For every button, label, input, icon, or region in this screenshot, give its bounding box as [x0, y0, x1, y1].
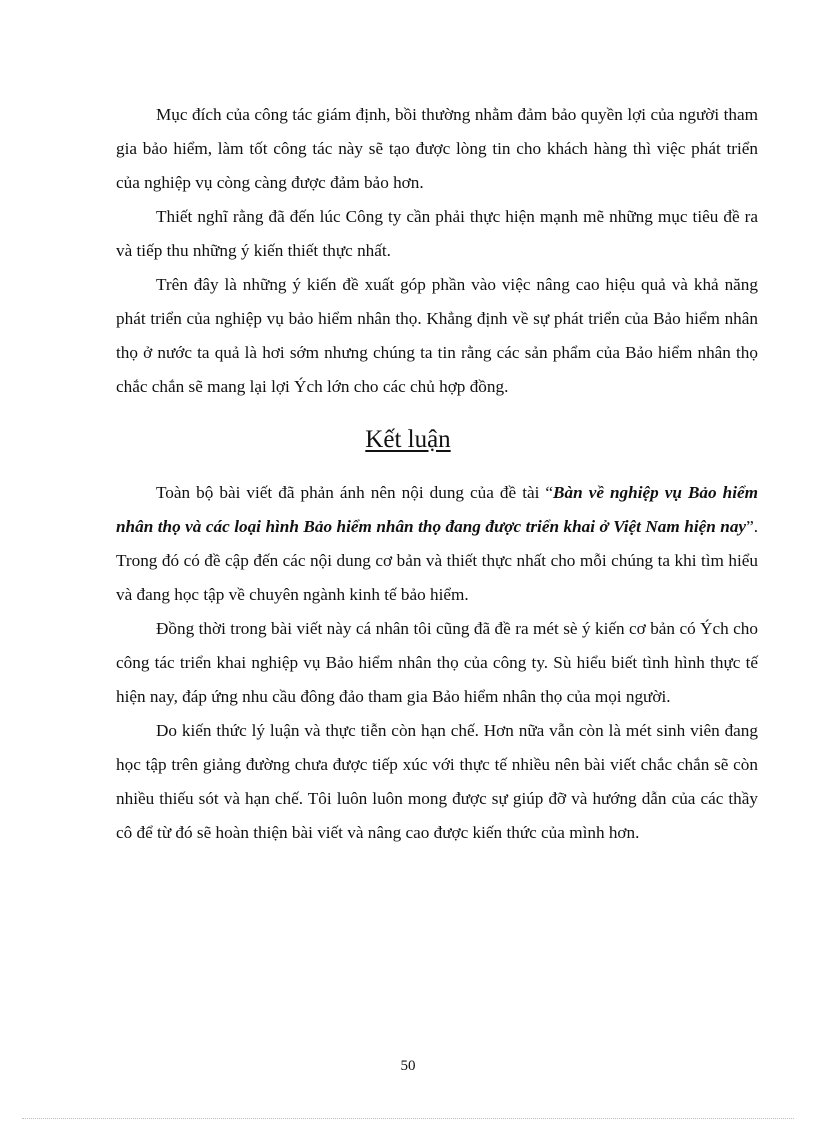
intro-text-after: ”. Trong đó có đề cập đến các nội dung cơ bản và thiết thực nhất cho mỗi chúng ta khi tìm hiểu và đang học tập về chuyên ngành kinh tế bảo hiểm.: [116, 517, 758, 604]
intro-text-before: Toàn bộ bài viết đã phản ánh nên nội dung của đề tài “: [156, 483, 554, 502]
paragraph-proposals-summary: Trên đây là những ý kiến đề xuất góp phần vào việc nâng cao hiệu quả và khả năng phát triển của nghiệp vụ bảo hiểm nhân thọ. Khẳng định về sự phát triển của Bảo hiểm nhân thọ ở nước ta quả là hơi sớm nhưng chúng ta tin rằng các sản phẩm của Bảo hiểm nhân thọ chắc chắn sẽ mang lại lợi Ých lớn cho các chủ hợp đồng.: [116, 275, 758, 396]
body-section-recommendations: [116, 98, 758, 404]
page-number: 50: [400, 1058, 416, 1074]
paragraph-limitations: Do kiến thức lý luận và thực tiễn còn hạn chế. Hơn nữa vẫn còn là mét sinh viên đang học tập trên giảng đường chưa được tiếp xúc với thực tế nhiều nên bài viết chắc chắn sẽ còn nhiều thiếu sót và hạn chế. Tôi luôn luôn mong được sự giúp đỡ và hướng dẫn của các thầy cô để từ đó sẽ hoàn thiện bài viết và nâng cao được kiến thức của mình hơn.: [116, 721, 758, 842]
paragraph-company-action: Thiết nghĩ rằng đã đến lúc Công ty cần phải thực hiện mạnh mẽ những mục tiêu đề ra và tiếp thu những ý kiến thiết thực nhất.: [116, 207, 758, 260]
paragraph-claims-assessment: Mục đích của công tác giám định, bồi thường nhằm đảm bảo quyền lợi của người tham gia bảo hiểm, làm tốt công tác này sẽ tạo được lòng tin cho khách hàng thì việc phát triển của nghiệp vụ còng càng được đảm bảo hơn.: [116, 105, 758, 192]
body-section-conclusion: [116, 476, 758, 850]
paragraph-personal-contribution: Đồng thời trong bài viết này cá nhân tôi cũng đã đề ra mét sè ý kiến cơ bản có Ých cho công tác triển khai nghiệp vụ Bảo hiểm nhân thọ của công ty. Sù hiểu biết tình hình thực tế hiện nay, đáp ứng nhu cầu đông đảo tham gia Bảo hiểm nhân thọ của mọi người.: [116, 619, 758, 706]
conclusion-heading: Kết luận: [365, 426, 451, 453]
thesis-title-emphasis: Bàn về nghiệp vụ Bảo hiểm nhân thọ và các loại hình Bảo hiểm nhân thọ đang được triển khai ở Việt Nam hiện nay: [116, 483, 758, 536]
page-bottom-divider: [22, 1118, 794, 1119]
paragraph-conclusion-intro: [116, 476, 758, 612]
